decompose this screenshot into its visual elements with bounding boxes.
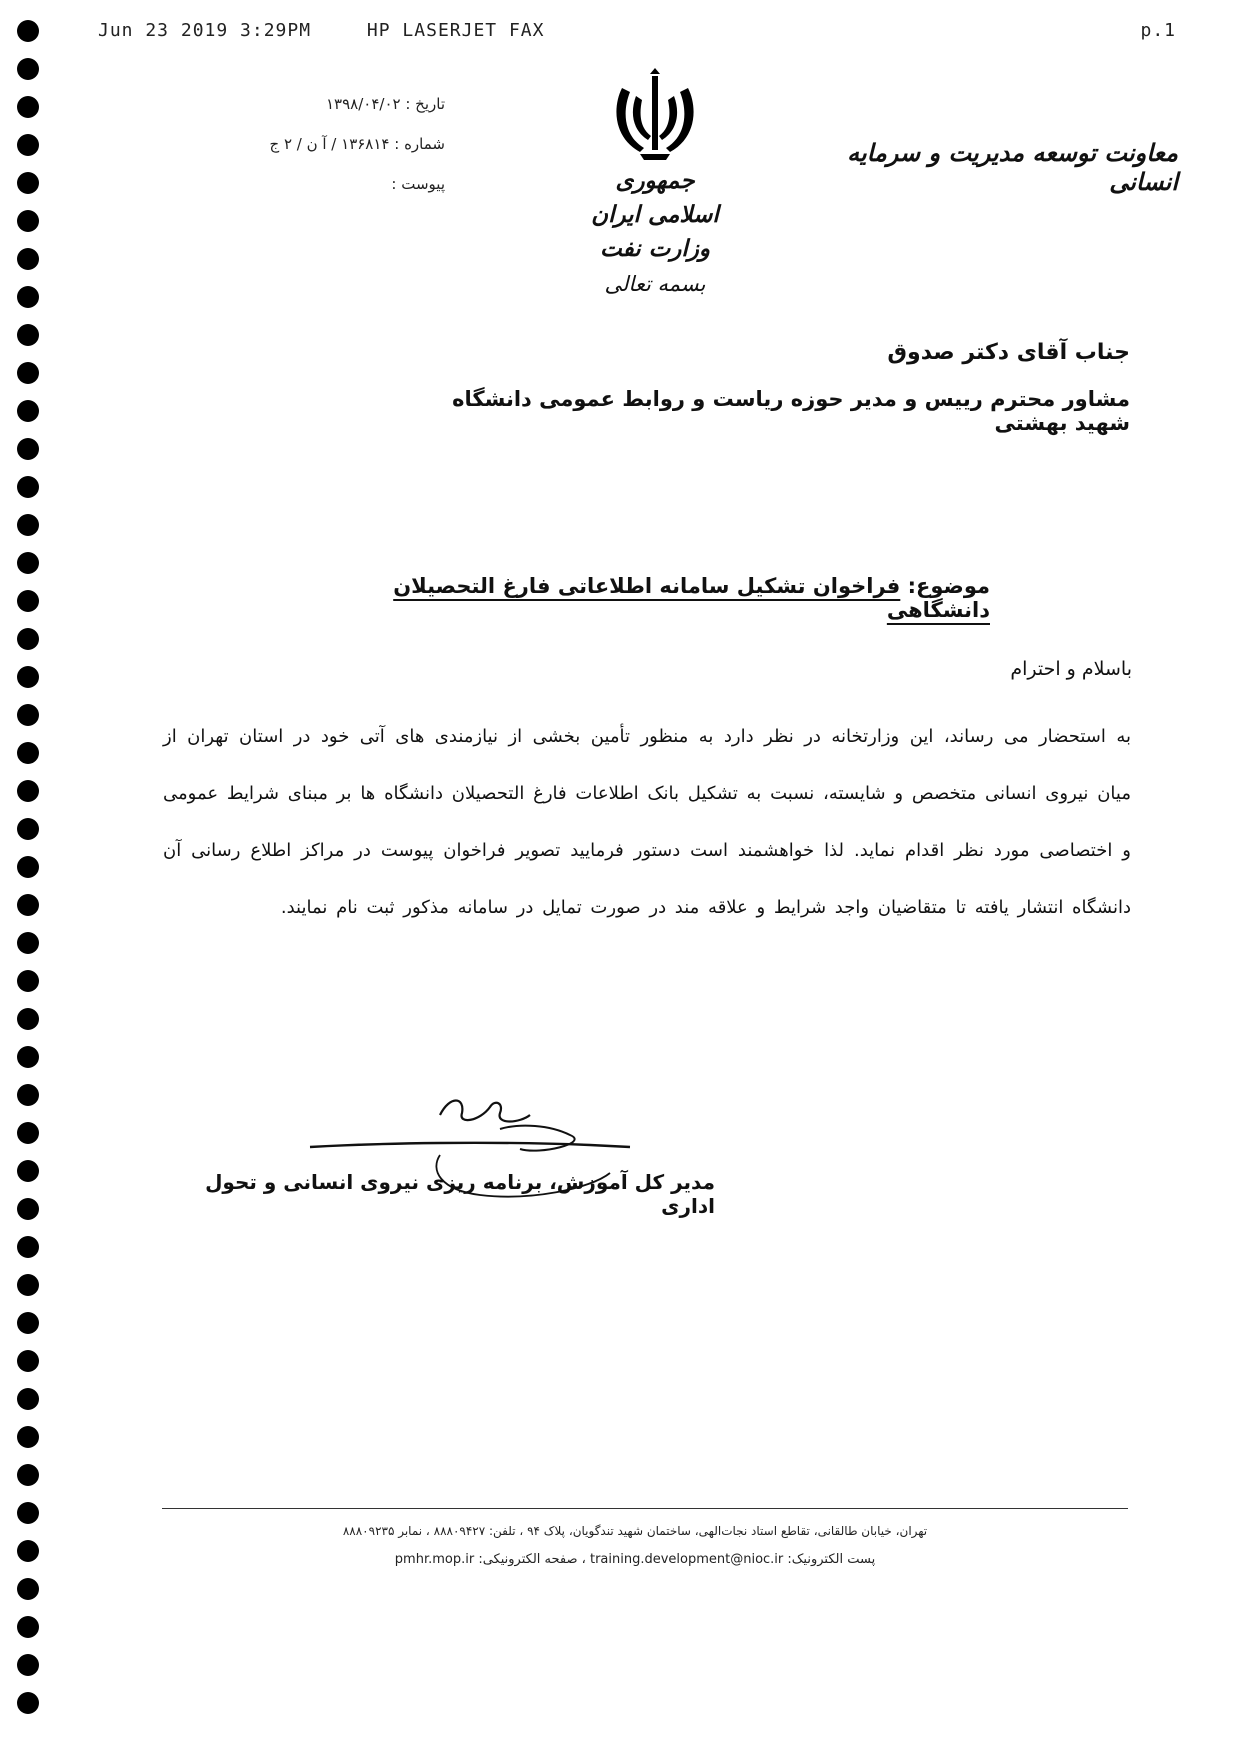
feed-hole xyxy=(17,1046,39,1068)
org-name-line1: جمهوری اسلامی ایران xyxy=(591,167,719,228)
fax-device: HP LASERJET FAX xyxy=(366,20,545,41)
feed-hole xyxy=(17,210,39,232)
feed-hole xyxy=(17,1274,39,1296)
feed-hole xyxy=(17,1654,39,1676)
invocation: بسمه تعالی xyxy=(604,272,706,296)
fax-feed-holes xyxy=(17,20,41,1730)
feed-hole xyxy=(17,1350,39,1372)
feed-hole xyxy=(17,172,39,194)
footer-address: تهران، خیابان طالقانی، تقاطع استاد نجات‌الهی، ساختمان شهید تندگویان، پلاک ۹۴ ، تلفن: ۸۸۸۰۹۴۲۷ ، نمابر ۸۸۸۰۹۲۳۵ xyxy=(342,1524,928,1538)
feed-hole xyxy=(17,894,39,916)
subject-line xyxy=(330,574,990,622)
feed-hole xyxy=(17,856,39,878)
feed-hole xyxy=(17,1388,39,1410)
feed-hole xyxy=(17,628,39,650)
feed-hole xyxy=(17,1008,39,1030)
feed-hole xyxy=(17,514,39,536)
feed-hole xyxy=(17,1198,39,1220)
feed-hole xyxy=(17,362,39,384)
letter-attachment: پیوست : xyxy=(391,175,445,193)
feed-hole xyxy=(17,1122,39,1144)
feed-hole xyxy=(17,932,39,954)
letter-date: تاریخ : ۱۳۹۸/۰۴/۰۲ xyxy=(326,95,445,113)
feed-hole xyxy=(17,1426,39,1448)
org-name-line2: وزارت نفت xyxy=(600,235,710,262)
feed-hole xyxy=(17,96,39,118)
feed-hole xyxy=(17,780,39,802)
feed-hole xyxy=(17,704,39,726)
addressee-title: مشاور محترم رییس و مدیر حوزه ریاست و روابط عمومی دانشگاه شهید بهشتی xyxy=(452,387,1130,435)
feed-hole xyxy=(17,1692,39,1714)
deputy-title: معاونت توسعه مدیریت و سرمایه انسانی xyxy=(847,138,1178,196)
feed-hole xyxy=(17,1236,39,1258)
feed-hole xyxy=(17,1464,39,1486)
feed-hole xyxy=(17,818,39,840)
feed-hole xyxy=(17,1312,39,1334)
fax-page-number: p.1 xyxy=(1140,20,1176,41)
letter-number: شماره : ۱۳۶۸۱۴ / آ ن / ۲ ج xyxy=(269,135,445,153)
feed-hole xyxy=(17,58,39,80)
feed-hole xyxy=(17,324,39,346)
letter-meta xyxy=(215,95,445,215)
feed-hole xyxy=(17,590,39,612)
feed-hole xyxy=(17,476,39,498)
feed-hole xyxy=(17,400,39,422)
footer-divider xyxy=(162,1508,1128,1509)
greeting: باسلام و احترام xyxy=(1010,658,1132,680)
feed-hole xyxy=(17,1616,39,1638)
feed-hole xyxy=(17,1084,39,1106)
feed-hole xyxy=(17,134,39,156)
iran-emblem-icon xyxy=(610,68,700,164)
fax-header-left xyxy=(98,20,544,41)
feed-hole xyxy=(17,970,39,992)
letter-body: به استحضار می رساند، این وزارتخانه در نظر دارد به منظور تأمین بخشی از نیازمندی های آتی خود در استان تهران از میان نیروی انسانی متخصص و شایسته، نسبت به تشکیل بانک اطلاعات فارغ التحصیلان دانشگاه ها بر مبنای شرایط عمومی و اختصاصی مورد نظر اقدام نماید. لذا خواهشمند است دستور فرمایید تصویر فراخوان پیوست در مراکز اطلاع رسانی آن دانشگاه انتشار یافته تا متقاضیان واجد شرایط و علاقه مند در صورت تمایل در سامانه مذکور ثبت نام نمایند. xyxy=(163,726,1131,918)
letterhead-emblem xyxy=(580,68,730,296)
feed-hole xyxy=(17,286,39,308)
feed-hole xyxy=(17,248,39,270)
fax-header xyxy=(98,20,1176,44)
feed-hole xyxy=(17,20,39,42)
feed-hole xyxy=(17,1540,39,1562)
feed-hole xyxy=(17,438,39,460)
feed-hole xyxy=(17,1502,39,1524)
subject-label: موضوع: xyxy=(907,574,990,598)
feed-hole xyxy=(17,742,39,764)
fax-timestamp: Jun 23 2019 3:29PM xyxy=(98,20,312,41)
feed-hole xyxy=(17,1578,39,1600)
footer-contact: پست الکترونیک: training.development@nioc.ir ، صفحه الکترونیکی: pmhr.mop.ir xyxy=(394,1552,876,1567)
subject-text: فراخوان تشکیل سامانه اطلاعاتی فارغ التحصیلان دانشگاهی xyxy=(393,574,990,622)
feed-hole xyxy=(17,1160,39,1182)
addressee-name: جناب آقای دکتر صدوق xyxy=(887,340,1130,365)
feed-hole xyxy=(17,666,39,688)
feed-hole xyxy=(17,552,39,574)
signer-title: مدیر کل آموزش، برنامه ریزی نیروی انسانی و تحول اداری xyxy=(205,1170,715,1218)
